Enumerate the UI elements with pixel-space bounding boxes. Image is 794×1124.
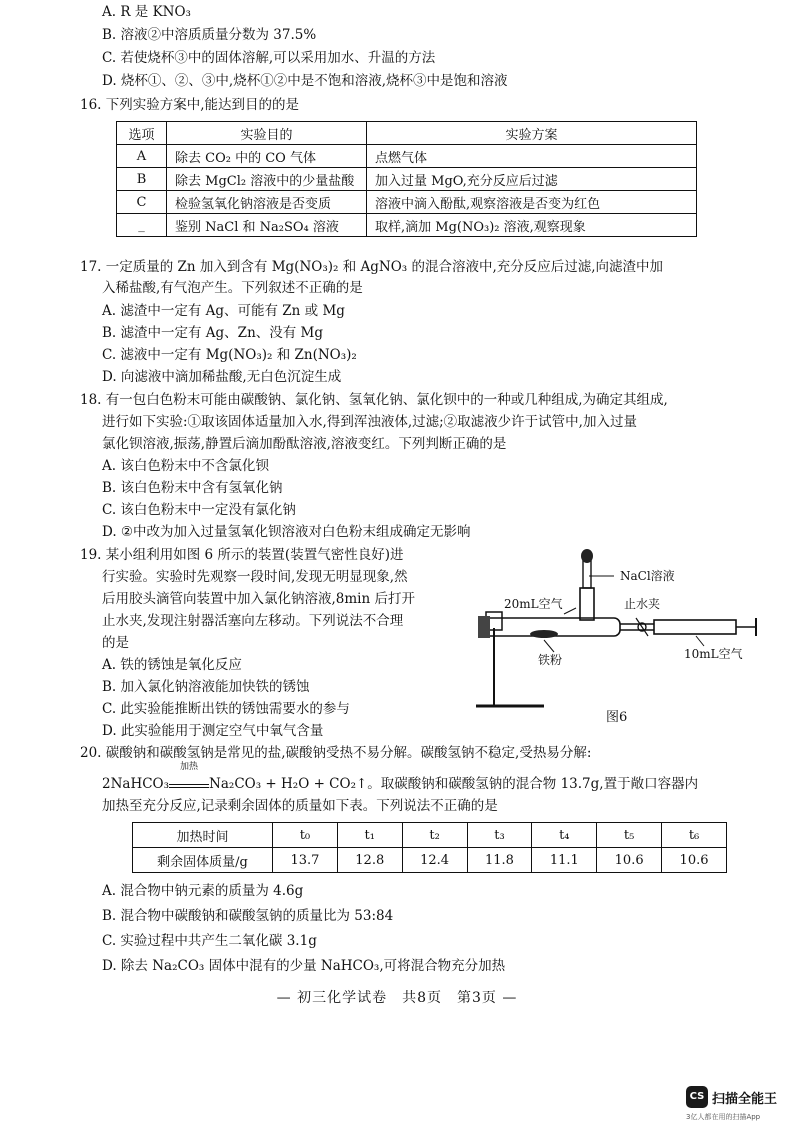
q20-stem-line1: 20. 碳酸钠和碳酸氢钠是常见的盐,碳酸钠受热不易分解。碳酸氢钠不稳定,受热易分解: xyxy=(80,745,592,761)
table-cell: t₆ xyxy=(662,823,727,848)
label-nacl-solution: NaCl溶液 xyxy=(620,569,675,583)
table-cell: 12.4 xyxy=(402,848,467,873)
equation-condition: 加热 xyxy=(180,762,199,772)
table-cell: _ xyxy=(117,214,167,237)
q18-option-a: A. 该白色粉末中不含氯化钡 xyxy=(102,458,269,474)
table-cell: 12.8 xyxy=(337,848,402,873)
table-cell: 检验氢氧化钠溶液是否变质 xyxy=(167,191,367,214)
q20-option-c: C. 实验过程中共产生二氧化碳 3.1g xyxy=(102,933,317,949)
table-cell: t₂ xyxy=(402,823,467,848)
table-cell: 鉴别 NaCl 和 Na₂SO₄ 溶液 xyxy=(167,214,367,237)
q15-option-d: D. 烧杯①、②、③中,烧杯①②中是不饱和溶液,烧杯③中是饱和溶液 xyxy=(102,73,508,89)
label-20ml-air: 20mL空气 xyxy=(504,597,563,611)
q19-option-a: A. 铁的锈蚀是氧化反应 xyxy=(102,657,242,673)
table-cell: 加入过量 MgO,充分反应后过滤 xyxy=(367,168,697,191)
q17-option-d: D. 向滤液中滴加稀盐酸,无白色沉淀生成 xyxy=(102,369,342,385)
table-cell: 除去 MgCl₂ 溶液中的少量盐酸 xyxy=(167,168,367,191)
q20-stem-line3: 加热至充分反应,记录剩余固体的质量如下表。下列说法不正确的是 xyxy=(102,798,498,814)
page-footer: — 初三化学试卷 共8页 第3页 — xyxy=(276,990,518,1006)
q16-stem: 16. 下列实验方案中,能达到目的的是 xyxy=(80,97,300,113)
q16-table xyxy=(116,121,697,237)
q18-stem-line3: 氯化钡溶液,振荡,静置后滴加酚酞溶液,溶液变红。下列判断正确的是 xyxy=(102,436,507,452)
q17-option-c: C. 滤液中一定有 Mg(NO₃)₂ 和 Zn(NO₃)₂ xyxy=(102,347,357,363)
label-10ml-air: 10mL空气 xyxy=(684,647,743,661)
figure-6-apparatus xyxy=(464,548,764,732)
table-row xyxy=(117,168,697,191)
table-row xyxy=(133,823,727,848)
table-row xyxy=(117,191,697,214)
table-row xyxy=(117,145,697,168)
scanner-tagline: 3亿人都在用的扫描App xyxy=(686,1113,761,1121)
table-cell: 11.8 xyxy=(467,848,532,873)
apparatus-diagram xyxy=(464,548,764,728)
equation-reactant: 2NaHCO₃ xyxy=(102,776,170,792)
table-header-cell: 选项 xyxy=(117,122,167,145)
equation-products-and-text: Na₂CO₃ + H₂O + CO₂↑。取碳酸钠和碳酸氢钠的混合物 13.7g,置于敞口容器内 xyxy=(209,776,699,792)
q17-stem-line1: 17. 一定质量的 Zn 加入到含有 Mg(NO₃)₂ 和 AgNO₃ 的混合溶液中,充分反应后过滤,向滤渣中加 xyxy=(80,259,664,275)
table-cell: 11.1 xyxy=(532,848,597,873)
syringe-barrel xyxy=(654,620,736,634)
label-iron-powder: 铁粉 xyxy=(538,653,563,667)
leader-line-air20 xyxy=(564,608,576,614)
table-cell: 取样,滴加 Mg(NO₃)₂ 溶液,观察现象 xyxy=(367,214,697,237)
q18-option-b: B. 该白色粉末中含有氢氧化钠 xyxy=(102,480,283,496)
q15-option-c: C. 若使烧杯③中的固体溶解,可以采用加水、升温的方法 xyxy=(102,50,436,66)
table-header-cell: 实验目的 xyxy=(167,122,367,145)
label-stop-clamp: 止水夹 xyxy=(624,597,661,611)
q19-option-d: D. 此实验能用于测定空气中氧气含量 xyxy=(102,723,324,739)
vertical-branch xyxy=(580,588,594,620)
dropper-bulb xyxy=(581,549,593,563)
q20-option-b: B. 混合物中碳酸钠和碳酸氢钠的质量比为 53:84 xyxy=(102,908,394,924)
iron-powder xyxy=(530,630,558,638)
q15-option-b: B. 溶液②中溶质质量分数为 37.5% xyxy=(102,27,317,43)
q17-option-a: A. 滤渣中一定有 Ag、可能有 Zn 或 Mg xyxy=(102,303,345,319)
table-cell: B xyxy=(117,168,167,191)
q18-stem-line2: 进行如下实验:①取该固体适量加入水,得到浑浊液体,过滤;②取滤液少许于试管中,加入过量 xyxy=(102,414,637,430)
table-cell: 13.7 xyxy=(273,848,338,873)
q18-stem-line1: 18. 有一包白色粉末可能由碳酸钠、氯化钠、氢氧化钠、氯化钡中的一种或几种组成,为确定其组成, xyxy=(80,392,668,408)
table-cell: 10.6 xyxy=(662,848,727,873)
table-cell: 除去 CO₂ 中的 CO 气体 xyxy=(167,145,367,168)
q19-stem-line4: 止水夹,发现注射器活塞向左移动。下列说法不合理 xyxy=(102,613,404,629)
table-header-row xyxy=(117,122,697,145)
q15-option-a: A. R 是 KNO₃ xyxy=(102,4,191,20)
figure-caption: 图6 xyxy=(606,710,628,725)
q20-option-a: A. 混合物中钠元素的质量为 4.6g xyxy=(102,883,304,899)
table-cell: 加热时间 xyxy=(133,823,273,848)
q17-option-b: B. 滤渣中一定有 Ag、Zn、没有 Mg xyxy=(102,325,324,341)
table-row xyxy=(133,848,727,873)
left-stopper xyxy=(478,616,490,638)
table-cell: 10.6 xyxy=(597,848,662,873)
dropper-tube xyxy=(583,560,591,588)
q19-stem-line1: 19. 某小组利用如图 6 所示的装置(装置气密性良好)进 xyxy=(80,547,404,563)
scanner-watermark xyxy=(686,1086,777,1122)
cs-logo-icon: CS xyxy=(686,1086,708,1108)
equation-arrow xyxy=(169,762,209,788)
table-cell: t₀ xyxy=(273,823,338,848)
q19-stem-line5: 的是 xyxy=(102,635,129,651)
table-cell: 点燃气体 xyxy=(367,145,697,168)
q18-option-c: C. 该白色粉末中一定没有氯化钠 xyxy=(102,502,296,518)
table-cell: t₅ xyxy=(597,823,662,848)
table-cell: t₃ xyxy=(467,823,532,848)
table-cell: t₁ xyxy=(337,823,402,848)
q17-stem-line2: 入稀盐酸,有气泡产生。下列叙述不正确的是 xyxy=(102,280,363,296)
q19-stem-line3: 后用胶头滴管向装置中加入氯化钠溶液,8min 后打开 xyxy=(102,591,415,607)
table-header-cell: 实验方案 xyxy=(367,122,697,145)
q18-option-d: D. ②中改为加入过量氢氧化钡溶液对白色粉末组成确定无影响 xyxy=(102,524,471,540)
q20-option-d: D. 除去 Na₂CO₃ 固体中混有的少量 NaHCO₃,可将混合物充分加热 xyxy=(102,958,506,974)
table-cell: 溶液中滴入酚酞,观察溶液是否变为红色 xyxy=(367,191,697,214)
table-cell: 剩余固体质量/g xyxy=(133,848,273,873)
q20-equation xyxy=(102,762,699,795)
q19-stem-line2: 行实验。实验时先观察一段时间,发现无明显现象,然 xyxy=(102,569,408,585)
table-cell: A xyxy=(117,145,167,168)
q19-option-b: B. 加入氯化钠溶液能加快铁的锈蚀 xyxy=(102,679,310,695)
q20-table xyxy=(132,822,727,873)
q19-option-c: C. 此实验能推断出铁的锈蚀需要水的参与 xyxy=(102,701,350,717)
scanner-app-name: 扫描全能王 xyxy=(712,1091,778,1107)
table-cell: C xyxy=(117,191,167,214)
table-row xyxy=(117,214,697,237)
table-cell: t₄ xyxy=(532,823,597,848)
